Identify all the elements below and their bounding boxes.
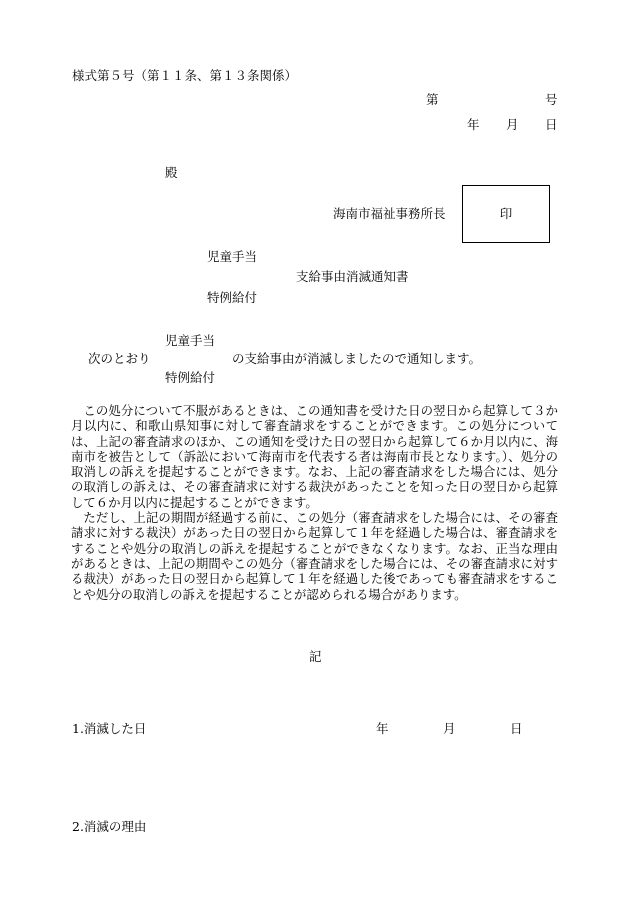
document-title: 支給事由消滅通知書 [296, 269, 409, 284]
notice-suffix: の支給事由が消滅しましたので通知します。 [232, 351, 482, 366]
date-day: 日 [545, 117, 558, 132]
appeal-paragraph-2: ただし、上記の期間が経過する前に、この処分（審査請求をした場合には、その審査請求に対する裁決）があった日の翌日から起算して１年を経過した場合は、審査請求をすることや処分の取消しの訴えを提起することができなくなります。なお、正当な理由があるときは、上記の期間やこの処分（審査請求をした場合には、その審査請求に対する裁決）があった日の翌日から起算して１年を経過した後であっても審査請求をすることや処分の取消しの訴えを提起することが認められる場合があります。 [71, 510, 558, 602]
item-1-label: 1.消滅した日 [72, 721, 147, 736]
form-number: 様式第５号（第１１条、第１３条関係） [72, 68, 298, 83]
appeal-paragraph-1: この処分について不服があるときは、この通知書を受けた日の翌日から起算して３か月以内に、和歌山県知事に対して審査請求をすることができます。この処分については、上記の審査請求のほか、この通知を受けた日の翌日から起算して６か月以内に、海南市を被告として（訴訟において海南市を代表する者は海南市長となります。）、処分の取消しの訴えを提起することができます。なお、上記の審査請求をした場合には、処分の取消しの訴えは、その審査請求に対する裁決があったことを知った日の翌日から起算して６か月以内に提起することができます。 [71, 403, 558, 510]
notice-prefix: 次のとおり [88, 351, 151, 366]
item-2-label: 2.消滅の理由 [72, 819, 147, 834]
notice-option-special-benefit: 特例給付 [165, 370, 216, 385]
sender-name: 海南市福祉事務所長 [333, 206, 446, 221]
date-month: 月 [506, 117, 519, 132]
ki-heading: 記 [309, 649, 322, 664]
seal-label: 印 [499, 206, 513, 221]
title-option-special-benefit: 特例給付 [207, 290, 258, 305]
document-number-suffix: 号 [545, 92, 558, 107]
seal-box [462, 185, 550, 243]
title-option-child-allowance: 児童手当 [207, 249, 258, 264]
item-1-month: 月 [443, 721, 456, 736]
notice-option-child-allowance: 児童手当 [165, 333, 216, 348]
date-year: 年 [467, 117, 480, 132]
document-number-prefix: 第 [426, 92, 439, 107]
item-1-day: 日 [510, 721, 523, 736]
item-1-year: 年 [376, 721, 389, 736]
addressee-honorific: 殿 [165, 165, 178, 180]
appeal-notice [71, 403, 558, 602]
